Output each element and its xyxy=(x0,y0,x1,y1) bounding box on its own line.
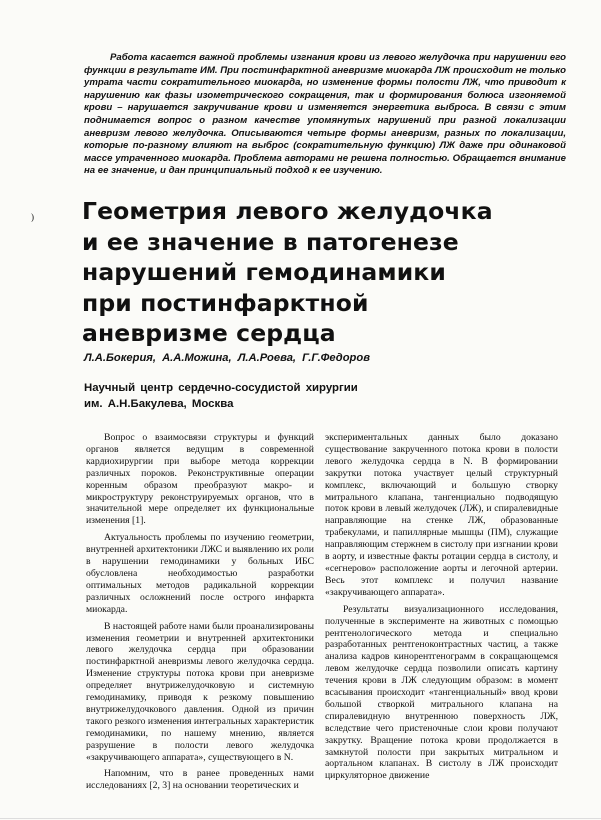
title-line: Геометрия левого желудочка xyxy=(82,197,493,225)
title-line: при постинфарктной xyxy=(82,288,369,317)
paragraph: Вопрос о взаимосвязи структуры и функций органов является ведущим в современной кардиохирургии при выборе метода коррекции различных пороков. Реконструктивные операции коренным образом преобразуют макро- и микроструктуру реконструируемых органов, что в значительной мере определяет их функциональные изменения [1]. xyxy=(86,432,314,527)
paragraph: В настоящей работе нами были проанализированы изменения геометрии и внутренней архитектоники левого желудочка сердца при образовании постинфарктной аневризмы левого желудочка сердца. Изменение структуры потока крови при аневризме определяет внутрижелудочковую и системную гемодинамику, приводя к резкому повышению внутрижелудочкового давления. Одной из причин такого резкого изменения интегральных характеристик гемодинамики, по нашему мнению, является разрушение в полости левого желудочка «закручивающего аппарата», существующего в N. xyxy=(86,620,314,763)
paragraph: экспериментальных данных было доказано существование закрученного потока крови в полости левого желудочка сердца в N. В формировании закрутки потока участвует целый структурный комплекс, включающий и большую створку митрального клапана, тангенциально подводящую поток крови в левый желудочек (ЛЖ), и спиралевидные направляющие на стенке ЛЖ, образованные трабекулами, и папиллярные мышцы (ПМ), служащие направляющим стержнем в систолу при изгнании крови в аорту, и известные факты ротации сердца в систолу, и «сегнерово» расположение аорты и легочной артерии. Весь этот комплекс и получил название «закручивающего аппарата». xyxy=(325,432,558,598)
authors: Л.А.Бокерия, А.А.Можина, Л.А.Роева, Г.Г.Федоров xyxy=(84,352,370,364)
institution-line: им. А.Н.Бакулева, Москва xyxy=(84,398,234,410)
paragraph: Напомним, что в ранее проведенных нами исследованиях [2, 3] на основании теоретических и xyxy=(86,768,314,792)
right-column xyxy=(325,432,558,787)
title-line: и ее значение в патогенезе xyxy=(82,227,459,256)
article-title xyxy=(82,196,582,349)
title-line: нарушений гемодинамики xyxy=(82,258,446,286)
paragraph: Результаты визуализационного исследования, полученные в эксперименте на животных с помощью рентгенологического метода и специально разработанных рентгеноконтрастных частиц, а также анализа кадров кинорентгенограмм в сокращающемся левом желудочке сердца позволили описать картину течения крови в ЛЖ следующим образом: в момент всасывания происходит «тангенциальный» ввод крови большой створкой митрального клапана на спиралевидную внутреннюю поверхность ЛЖ, вследствие чего пристеночные слои крови получают закрутку. Вращение потока крови продолжается в замкнутой полости при закрытых митральном и аортальном клапанах. В систолу в ЛЖ происходит циркуляторное движение xyxy=(325,603,558,782)
margin-mark: ) xyxy=(31,212,34,222)
institution-line: Научный центр сердечно-сосудистой хирургии xyxy=(84,382,358,394)
abstract: Работа касается важной проблемы изгнания крови из левого желудочка при нарушении его функции в результате ИМ. При постинфарктной аневризме миокарда ЛЖ происходит не только утрата части сократительного миокарда, но изменение формы полости ЛЖ, что приводит к нарушению как фазы изометрического сокращения, так и формирования болюса изгоняемой крови – нарушается закручивание крови и изменяется энергетика выброса. В связи с этим поднимается вопрос о разном качестве упомянутых нарушений при разной локализации аневризм левого желудочка. Описываются четыре формы аневризм, разных по локализации, которые по-разному влияют на выброс (сократительную функцию) ЛЖ даже при одинаковой массе утраченного миокарда. Проблема авторами не решена полностью. Обращается внимание на ее значение, и дан принципиальный подход к ее изучению. xyxy=(84,52,567,177)
left-column xyxy=(86,432,314,797)
page-edge xyxy=(0,818,601,819)
institution xyxy=(84,380,358,412)
title-line: аневризме сердца xyxy=(82,319,336,347)
paragraph: Актуальность проблемы по изучению геометрии, внутренней архитектоники ЛЖС и выявлению их роли в нарушении гемодинамики у больных ИБС обусловлена необходимостью разработки оптимальных методов радикальной коррекции различных осложнений после острого инфаркта миокарда. xyxy=(86,532,314,615)
